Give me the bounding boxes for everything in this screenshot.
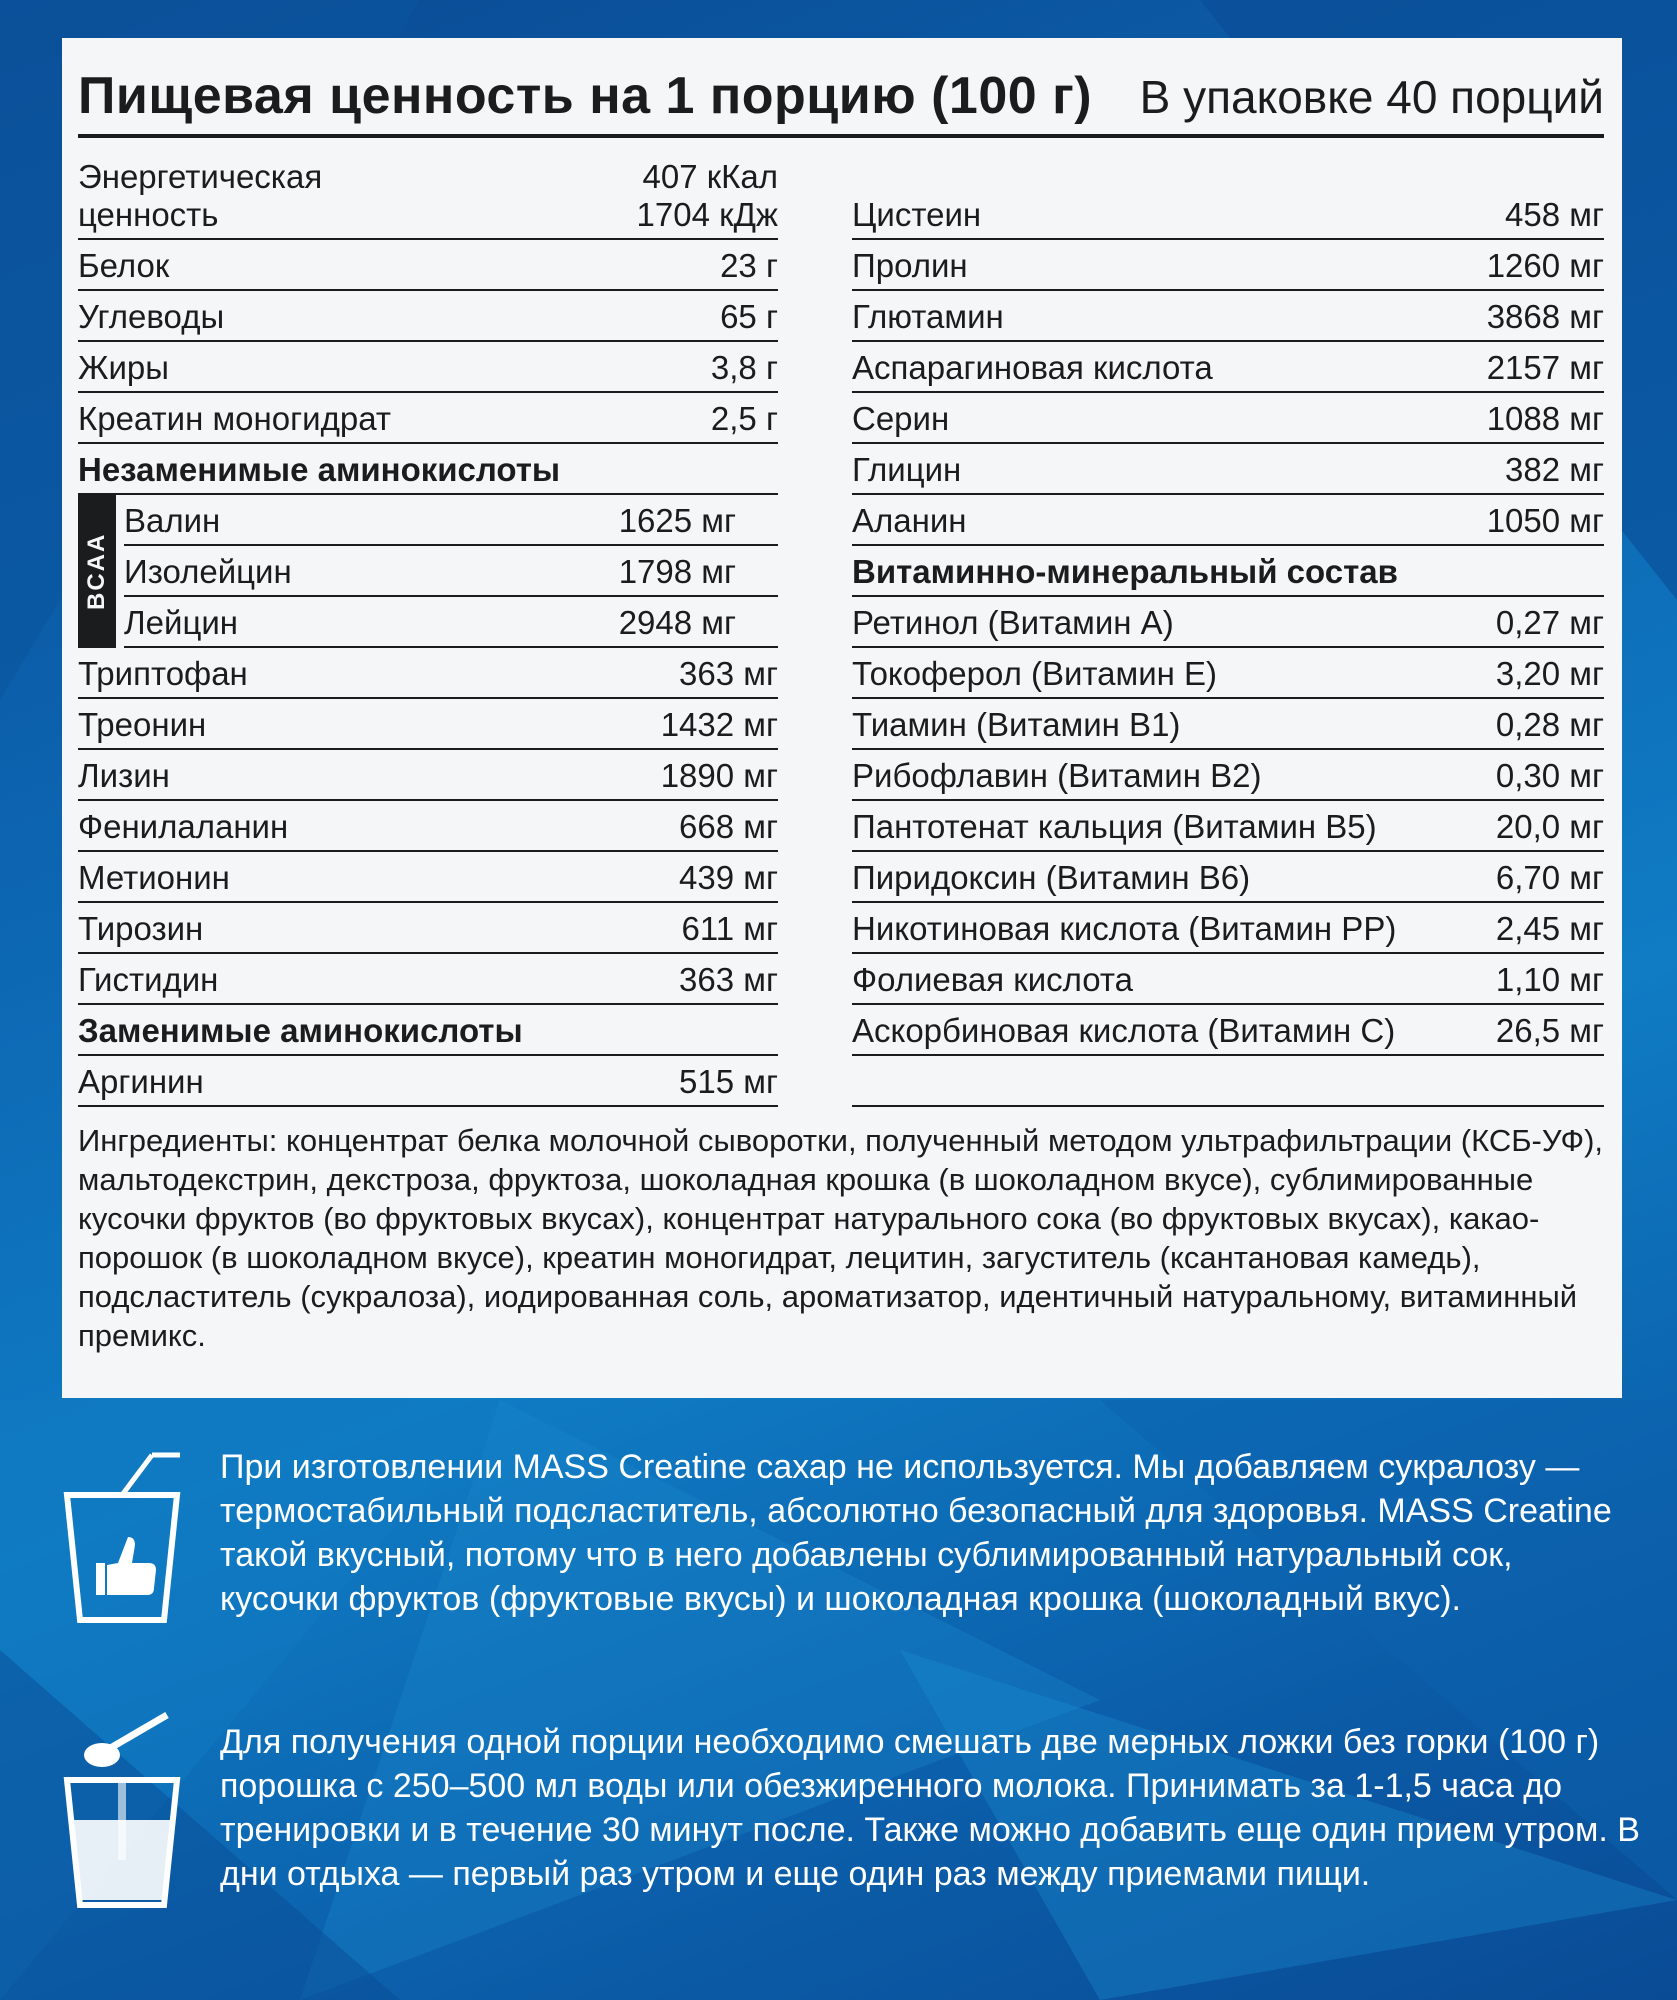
usage-note: Для получения одной порции необходимо смешать две мерных ложки без горки (100 г) порошка с 250–500 мл воды или обезжиренного молока. Принимать за 1-1,5 часа до тренировки и в течение 30 минут после. Также можно добавить еще один прием утром. В дни отдыха — первый раз утром и еще один раз между приемами пищи. bbox=[220, 1723, 1640, 1893]
bcaa-label: BCAA bbox=[78, 495, 116, 648]
row-name: Тирозин bbox=[78, 910, 204, 947]
row-value: 3868 мг bbox=[1486, 298, 1604, 335]
nutrition-title: Пищевая ценность на 1 порцию (100 г) bbox=[78, 67, 1093, 125]
row-value: 2157 мг bbox=[1486, 349, 1604, 386]
row-value: 439 мг bbox=[679, 859, 778, 896]
nutrition-table bbox=[78, 138, 1604, 1107]
energy-label-line1: Энергетическая bbox=[78, 158, 323, 195]
row-name: Тиамин (Витамин В1) bbox=[852, 706, 1181, 743]
row-name: Лизин bbox=[78, 757, 170, 794]
table-row bbox=[852, 444, 1604, 495]
table-row bbox=[78, 648, 778, 699]
row-value: 1050 мг bbox=[1486, 502, 1604, 539]
title-row bbox=[78, 66, 1604, 138]
energy-label-line2: ценность bbox=[78, 196, 219, 233]
row-name: Фолиевая кислота bbox=[852, 961, 1134, 998]
section-heading: Незаменимые аминокислоты bbox=[78, 451, 561, 488]
row-name: Креатин моногидрат bbox=[78, 400, 391, 437]
glass-thumbs-up-icon bbox=[52, 1445, 192, 1625]
table-row bbox=[852, 597, 1604, 648]
row-value: 26,5 мг bbox=[1495, 1012, 1604, 1049]
row-name: Ретинол (Витамин А) bbox=[852, 604, 1174, 641]
row-name: Жиры bbox=[78, 349, 169, 386]
row-name: Аскорбиновая кислота (Витамин С) bbox=[852, 1012, 1396, 1049]
vitamins-header bbox=[852, 546, 1604, 597]
ingredients-text: Ингредиенты: концентрат белка молочной сыворотки, полученный методом ультрафильтрации (КСБ-УФ), мальтодекстрин, декстроза, фруктоза, шоколадная крошка (в шоколадном вкусе), сублимированные кусочки фруктов (во фруктовых вкусах), концентрат натурального сока (во фруктовых вкусах), какао-порошок (в шоколадном вкусе), креатин моногидрат, лецитин, загуститель (ксантановая камедь), подсластитель (сукралоза), иодированная соль, ароматизатор, идентичный натуральному, витаминный премикс. bbox=[78, 1123, 1604, 1353]
section-heading: Витаминно-минеральный состав bbox=[852, 553, 1398, 590]
table-row bbox=[78, 1056, 778, 1107]
energy-kj: 1704 кДж bbox=[636, 196, 778, 233]
row-value: 1625 мг bbox=[618, 502, 736, 539]
table-row bbox=[852, 750, 1604, 801]
row-value: 0,28 мг bbox=[1495, 706, 1604, 743]
table-row bbox=[78, 291, 778, 342]
bcaa-group bbox=[78, 495, 778, 648]
table-row bbox=[852, 1005, 1604, 1056]
table-row bbox=[78, 240, 778, 291]
row-name: Аспарагиновая кислота bbox=[852, 349, 1213, 386]
row-name: Цистеин bbox=[852, 196, 982, 233]
row-name: Фенилаланин bbox=[78, 808, 289, 845]
row-value: 2,5 г bbox=[710, 400, 778, 437]
table-row bbox=[852, 342, 1604, 393]
table-row bbox=[852, 648, 1604, 699]
glass-scoop-icon bbox=[52, 1710, 192, 1910]
table-row bbox=[852, 495, 1604, 546]
section-heading: Заменимые аминокислоты bbox=[78, 1012, 523, 1049]
table-row bbox=[852, 393, 1604, 444]
row-name: Углеводы bbox=[78, 298, 225, 335]
sugar-note: При изготовлении MASS Creatine сахар не используется. Мы добавляем сукралозу — термостабильный подсластитель, абсолютно безопасный для здоровья. MASS Creatine такой вкусный, потому что в него добавлены сублимированный натуральный сок, кусочки фруктов (фруктовые вкусы) и шоколадная крошка (шоколадный вкус). bbox=[220, 1448, 1612, 1618]
row-value: 1432 мг bbox=[660, 706, 778, 743]
row-value: 611 мг bbox=[681, 910, 778, 947]
row-value: 0,27 мг bbox=[1495, 604, 1604, 641]
table-row bbox=[78, 699, 778, 750]
table-row bbox=[852, 291, 1604, 342]
row-value: 6,70 мг bbox=[1495, 859, 1604, 896]
row-value: 1,10 мг bbox=[1495, 961, 1604, 998]
row-value: 458 мг bbox=[1505, 196, 1604, 233]
table-row bbox=[852, 138, 1604, 240]
energy-row bbox=[78, 138, 778, 240]
row-value: 1798 мг bbox=[618, 553, 736, 590]
row-name: Рибофлавин (Витамин В2) bbox=[852, 757, 1262, 794]
row-value: 1260 мг bbox=[1486, 247, 1604, 284]
row-name: Серин bbox=[852, 400, 950, 437]
row-value: 65 г bbox=[720, 298, 778, 335]
row-name: Гистидин bbox=[78, 961, 219, 998]
table-row bbox=[852, 852, 1604, 903]
row-value: 23 г bbox=[720, 247, 778, 284]
row-name: Пиридоксин (Витамин В6) bbox=[852, 859, 1251, 896]
row-value: 363 мг bbox=[679, 961, 778, 998]
table-row bbox=[852, 801, 1604, 852]
table-row bbox=[852, 903, 1604, 954]
right-column bbox=[852, 138, 1604, 1107]
row-name: Пролин bbox=[852, 247, 968, 284]
essential-aminos-header bbox=[78, 444, 778, 495]
table-row bbox=[852, 240, 1604, 291]
row-value: 382 мг bbox=[1505, 451, 1604, 488]
row-value: 2,45 мг bbox=[1495, 910, 1604, 947]
table-row bbox=[78, 342, 778, 393]
energy-kcal: 407 кКал bbox=[642, 158, 778, 195]
row-name: Валин bbox=[124, 502, 221, 539]
row-value: 20,0 мг bbox=[1495, 808, 1604, 845]
servings-count: В упаковке 40 порций bbox=[1139, 71, 1604, 123]
row-name: Аланин bbox=[852, 502, 967, 539]
table-row bbox=[78, 750, 778, 801]
table-row bbox=[852, 699, 1604, 750]
row-value: 668 мг bbox=[679, 808, 778, 845]
row-value: 3,8 г bbox=[710, 349, 778, 386]
row-value: 1890 мг bbox=[660, 757, 778, 794]
table-row bbox=[78, 393, 778, 444]
table-row bbox=[124, 597, 778, 648]
row-name: Пантотенат кальция (Витамин В5) bbox=[852, 808, 1377, 845]
row-name: Глютамин bbox=[852, 298, 1004, 335]
table-row bbox=[78, 954, 778, 1005]
row-name: Аргинин bbox=[78, 1063, 204, 1100]
table-row bbox=[78, 801, 778, 852]
table-row bbox=[124, 546, 778, 597]
row-name: Никотиновая кислота (Витамин PP) bbox=[852, 910, 1397, 947]
row-name: Глицин bbox=[852, 451, 962, 488]
row-name: Метионин bbox=[78, 859, 230, 896]
row-value: 3,20 мг bbox=[1495, 655, 1604, 692]
row-name: Триптофан bbox=[78, 655, 248, 692]
nonessential-aminos-header bbox=[78, 1005, 778, 1056]
row-value: 515 мг bbox=[679, 1063, 778, 1100]
nutrition-panel bbox=[62, 38, 1622, 1398]
table-row bbox=[852, 954, 1604, 1005]
left-column bbox=[78, 138, 778, 1107]
row-name: Токоферол (Витамин Е) bbox=[852, 655, 1218, 692]
table-row-empty bbox=[852, 1056, 1604, 1107]
row-name: Треонин bbox=[78, 706, 207, 743]
row-value: 1088 мг bbox=[1486, 400, 1604, 437]
table-row bbox=[78, 852, 778, 903]
table-row bbox=[78, 903, 778, 954]
row-name: Изолейцин bbox=[124, 553, 292, 590]
row-name: Белок bbox=[78, 247, 170, 284]
row-value: 0,30 мг bbox=[1495, 757, 1604, 794]
row-value: 2948 мг bbox=[618, 604, 736, 641]
row-value: 363 мг bbox=[679, 655, 778, 692]
row-name: Лейцин bbox=[124, 604, 239, 641]
table-row bbox=[124, 495, 778, 546]
